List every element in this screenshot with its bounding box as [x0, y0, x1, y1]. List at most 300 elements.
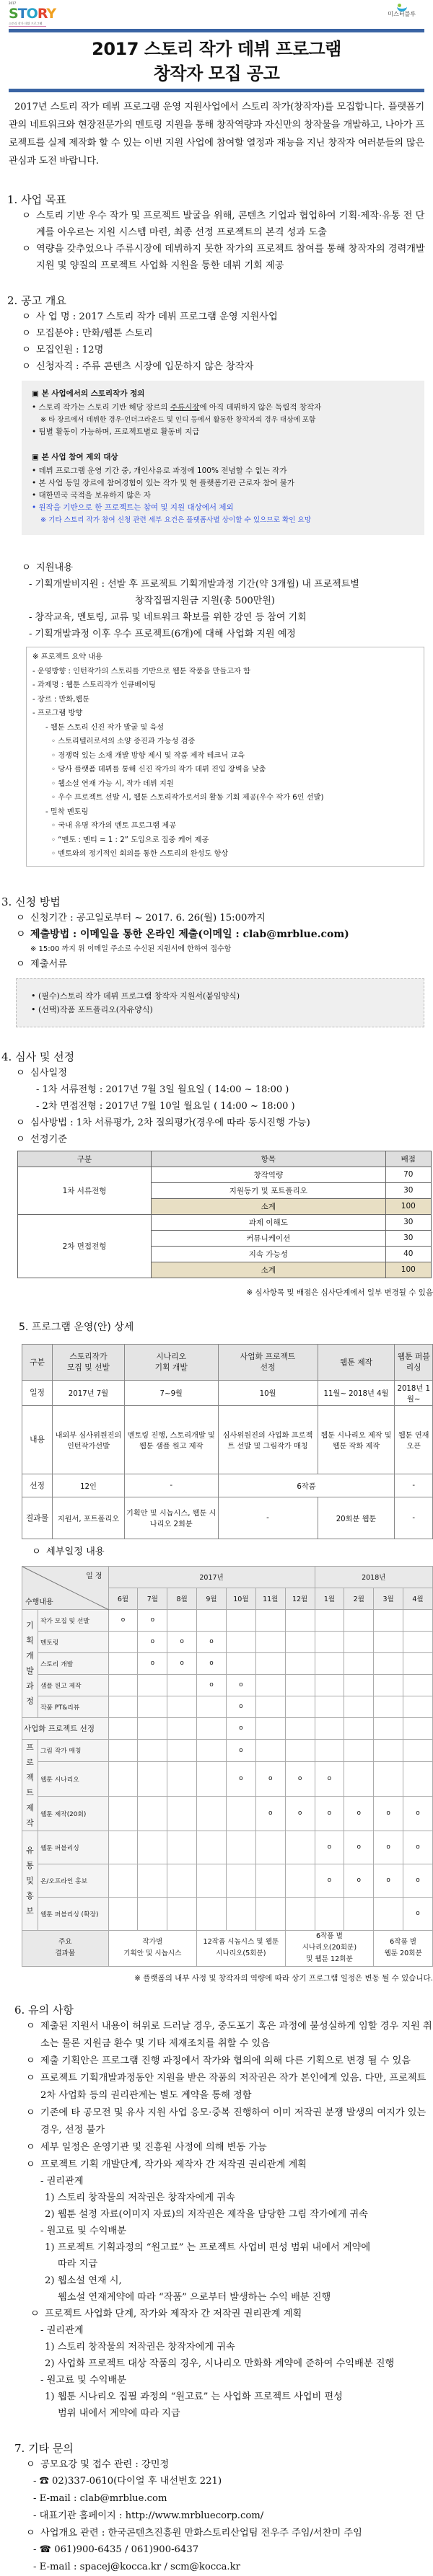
- schedule-cell: [344, 1717, 374, 1739]
- schedule-cell: [138, 1796, 167, 1831]
- schedule-cell: [374, 1696, 403, 1717]
- row-header: 일정: [22, 1380, 53, 1405]
- row-header: 내용: [22, 1405, 53, 1474]
- section-5-title: 5. 프로그램 운영(안) 상세: [19, 1321, 134, 1333]
- criteria-row: [18, 1167, 432, 1182]
- criteria-group: 1차 서류전형: [18, 1167, 152, 1214]
- schedule-cell: [255, 1864, 285, 1897]
- program-table: [22, 1344, 433, 1539]
- support-line: - 기획개발비지원 : 선발 후 프로젝트 기획개발과정 기간(약 3개월) 내 프로젝트별: [29, 579, 359, 590]
- outcome-row: [22, 1930, 433, 1966]
- schedule-cell: [374, 1609, 403, 1631]
- table-cell: 10월: [218, 1380, 318, 1405]
- schedule-cell: [344, 1696, 374, 1717]
- table-cell: -: [395, 1474, 433, 1497]
- schedule-cell: o: [167, 1631, 197, 1652]
- table-cell: 12인: [53, 1474, 125, 1497]
- outcome-cell: 작가별 기획안 및 시놉시스: [108, 1930, 197, 1966]
- schedule-cell: [226, 1652, 255, 1674]
- schedule-cell: [197, 1761, 227, 1796]
- schedule-cell: [403, 1761, 433, 1796]
- schedule-cell: [285, 1652, 315, 1674]
- schedule-cell: [315, 1739, 344, 1761]
- schedule-cell: o: [403, 1831, 433, 1864]
- schedule-cell: [344, 1739, 374, 1761]
- schedule-cell: [255, 1674, 285, 1696]
- schedule-cell: o: [108, 1609, 138, 1631]
- summary-line: ◦ 웹소설 연재 가능 시, 작가 데뷔 지원: [51, 779, 174, 788]
- month-header: 11월: [255, 1588, 285, 1609]
- schedule-cell: [285, 1864, 315, 1897]
- schedule-cell: [226, 1897, 255, 1930]
- rights-line: 1) 스토리 창작물의 저작권은 창작자에게 귀속: [45, 2341, 235, 2353]
- goal-item: ㅇ 스토리 기반 우수 작가 및 프로젝트 발굴을 위해, 콘텐츠 기업과 협업하여 기획·제작·유통 전 단계를 아우르는 지원 시스템 마련, 최종 선정 프로젝트의 본격 성과 도출: [22, 211, 425, 238]
- outcome-cell: 6작품 별 웹툰 20회분: [374, 1930, 433, 1966]
- schedule-cell: [403, 1609, 433, 1631]
- summary-line: ◦ 당사 플랫폼 데뷔를 통해 신진 작가의 작가 데뷔 진입 장벽을 낮춤: [51, 766, 266, 774]
- schedule-cell: [344, 1761, 374, 1796]
- corner-top-label: 일 정: [86, 1572, 102, 1580]
- criteria-item: 창작역량: [152, 1167, 386, 1182]
- overview-item: ㅇ 신청자격 : 주류 콘텐츠 시장에 입문하지 않은 창작자: [22, 361, 254, 372]
- schedule-cell: o: [374, 1831, 403, 1864]
- table-cell: 20회분 웹툰: [318, 1497, 395, 1539]
- schedule-cell: [315, 1696, 344, 1717]
- schedule-cell: [315, 1897, 344, 1930]
- definition-note: ※ 타 장르에서 데뷔한 경우·언더그라운드 및 인디 등에서 활동한 창작자의 경우 대상에 포함: [40, 416, 316, 424]
- schedule-cell: o: [403, 1864, 433, 1897]
- caution-list: [0, 2018, 433, 2156]
- table-cell: 심사위원진의 사업화 프로젝트 선발 및 그림작가 매칭: [218, 1405, 318, 1474]
- apply-method-note: ※ 15:00 까지 위 이메일 주소로 수신된 지원서에 한하여 접수함: [30, 944, 232, 953]
- schedule-cell: [374, 1761, 403, 1796]
- column-header: 웹툰 제작: [318, 1344, 395, 1380]
- criteria-note: ※ 심사항목 및 배점은 심사단계에서 일부 변경될 수 있음: [246, 1288, 433, 1297]
- rights-line: 2) 사업화 프로젝트 대상 작품의 경우, 시나리오 만화화 계약에 준하여 수익배분 진행: [45, 2358, 395, 2369]
- section-2-title: 2. 공고 개요: [7, 294, 66, 307]
- schedule-cell: [315, 1717, 344, 1739]
- schedule-cell: [167, 1864, 197, 1897]
- month-header: 3월: [374, 1588, 403, 1609]
- schedule-cell: o: [197, 1652, 227, 1674]
- criteria-score: 30: [385, 1214, 431, 1230]
- exclusion-line: • 대한민국 국적을 보유하지 않은 자: [32, 491, 151, 500]
- schedule-cell: o: [167, 1652, 197, 1674]
- table-cell: 6작품: [218, 1474, 395, 1497]
- mrblue-name: 미스터블루: [388, 11, 416, 17]
- program-row-schedule: [22, 1380, 433, 1405]
- schedule-cell: [285, 1631, 315, 1652]
- contact-1-phone: - ☎ 02)337-0610(다이얼 후 내선번호 221): [33, 2475, 222, 2487]
- schedule-cell: [285, 1739, 315, 1761]
- rights-line: - 권리관계: [40, 2324, 84, 2336]
- month-header: 12월: [285, 1588, 315, 1609]
- review-round-2: - 2차 면접전형 : 2017년 7월 10일 월요일 ( 14:00 ~ 18:00 ): [36, 1100, 295, 1112]
- schedule-cell: [374, 1631, 403, 1652]
- caution-text: 기존에 타 공모전 및 유사 지원 사업 응모·중복 진행하여 이미 저작권 분쟁 발생의 여지가 있는 경우, 선정 불가: [40, 2107, 427, 2135]
- schedule-cell: [344, 1652, 374, 1674]
- month-header: 7월: [138, 1588, 167, 1609]
- schedule-cell: [167, 1796, 197, 1831]
- schedule-cell: [167, 1739, 197, 1761]
- caution-item: [0, 2053, 433, 2070]
- mrblue-mark-icon: [395, 3, 408, 10]
- caution-item: [0, 2018, 433, 2053]
- title-line-1: 2017 스토리 작가 데뷔 프로그램: [92, 39, 341, 59]
- schedule-cell: [403, 1674, 433, 1696]
- schedule-cell: [285, 1831, 315, 1864]
- schedule-row: [22, 1609, 433, 1631]
- criteria-header-row: [18, 1151, 432, 1167]
- schedule-row: [22, 1796, 433, 1831]
- schedule-cell: [226, 1796, 255, 1831]
- schedule-cell: [197, 1796, 227, 1831]
- month-header: 2월: [344, 1588, 374, 1609]
- schedule-cell: [138, 1761, 167, 1796]
- caution-text: 제출된 지원서 내용이 허위로 드러날 경우, 중도포기 혹은 과정에 불성실하게 임할 경우 지원 취소는 물론 지원금 환수 및 기타 제재조치를 취할 수 있음: [40, 2020, 432, 2049]
- review-method: ㅇ 심사방법 : 1차 서류평가, 2차 질의평가(경우에 따라 동시진행 가능): [16, 1117, 310, 1128]
- schedule-row: [22, 1631, 433, 1652]
- rights-line: 2) 웹소설 연재 시,: [45, 2275, 122, 2286]
- summary-line: ◦ 우수 프로젝트 선발 시, 웹툰 스토리작가로서의 활동 기회 제공(우수 작가 6인 선발): [51, 794, 324, 802]
- schedule-cell: [403, 1739, 433, 1761]
- table-cell: 11월~ 2018년 4월: [318, 1380, 395, 1405]
- rights-biz-heading: ㅇ 프로젝트 사업화 단계, 작가와 제작자 간 저작권 권리관계 계획: [30, 2308, 302, 2319]
- logo-year: 2017: [9, 1, 17, 5]
- year-header: 2017년: [108, 1566, 315, 1588]
- criteria-item: 과제 이해도: [152, 1214, 386, 1230]
- schedule-cell: [374, 1897, 403, 1930]
- schedule-cell: [255, 1696, 285, 1717]
- schedule-cell: [197, 1717, 227, 1739]
- exclusion-note: ※ 기타 스토리 작가 참여 신청 관련 세부 요건은 플랫폼사별 상이할 수 있으므로 확인 요망: [40, 516, 312, 524]
- schedule-cell: [197, 1831, 227, 1864]
- schedule-cell: [138, 1739, 167, 1761]
- schedule-cell: [255, 1739, 285, 1761]
- summary-line: ◦ 멘토와의 정기적인 회의를 통한 스토리의 완성도 향상: [51, 850, 229, 858]
- schedule-cell: [374, 1717, 403, 1739]
- schedule-cell: [167, 1831, 197, 1864]
- schedule-cell: [138, 1831, 167, 1864]
- contact-2-heading: ㅇ 사업개요 관련 : 한국콘텐츠진흥원 만화스토리산업팀 전우주 주임/서찬미 주임: [26, 2527, 362, 2539]
- task-label: 온/오프라인 홍보: [38, 1864, 108, 1897]
- schedule-cell: o: [255, 1796, 285, 1831]
- definition-line: • 스토리 작가는 스토리 기반 해당 장르의 주류시장에 아직 데뷔하지 않은 독립적 창작자: [32, 403, 322, 412]
- section-6-title: 6. 유의 사항: [14, 2003, 74, 2017]
- apply-docs-heading: ㅇ 제출서류: [16, 958, 67, 970]
- criteria-score: 30: [385, 1182, 431, 1198]
- outcome-cell: 12작품 시놉시스 및 웹툰 시나리오(5회분): [197, 1930, 286, 1966]
- review-round-1: - 1차 서류전형 : 2017년 7월 3일 월요일 ( 14:00 ~ 18:00 ): [36, 1084, 289, 1095]
- support-line: - 창작교육, 멘토링, 교류 및 네트워크 확보를 위한 강연 등 참여 기회: [29, 612, 307, 623]
- schedule-cell: [226, 1831, 255, 1864]
- schedule-cell: [108, 1897, 138, 1930]
- program-header-row: [22, 1344, 433, 1380]
- month-header: 10월: [226, 1588, 255, 1609]
- subtotal-value: 100: [385, 1262, 431, 1278]
- schedule-row: [22, 1696, 433, 1717]
- rights-line: - 원고료 및 수익배분: [40, 2225, 126, 2236]
- caution-item: [0, 2139, 433, 2156]
- category-label: 프 로 젝 트 제 작: [22, 1739, 38, 1831]
- month-header: 1월: [315, 1588, 344, 1609]
- summary-line: - 웹툰 스토리 신진 작가 발굴 및 육성: [45, 723, 165, 732]
- schedule-cell: [255, 1897, 285, 1930]
- goal-item: ㅇ 역량을 갖추었으나 주류시장에 데뷔하지 못한 작가의 프로젝트 참여를 통해 창작자의 경력개발지원 및 양질의 프로젝트 사업화 지원을 통한 데뷔 기회 제공: [22, 244, 425, 271]
- section-4-title: 4. 심사 및 선정: [1, 1050, 75, 1063]
- schedule-cell: [374, 1739, 403, 1761]
- table-cell: 7~9월: [124, 1380, 218, 1405]
- task-label: 스토리 개발: [38, 1652, 108, 1674]
- month-header: 4월: [403, 1588, 433, 1609]
- schedule-note: ※ 플랫폼의 내부 사정 및 창작자의 역량에 따라 상기 프로그램 일정은 변동 될 수 있습니다.: [134, 1973, 433, 1983]
- column-header: 구분: [22, 1344, 53, 1380]
- task-label: 작품 PT&리뷰: [38, 1696, 108, 1717]
- rights-line: 범위 내에서 계약에 따라 지급: [58, 2407, 180, 2419]
- doc-item: • (선택)작품 포트폴리오(자유양식): [31, 1004, 153, 1014]
- schedule-row: [22, 1717, 433, 1739]
- task-label: 샘플 원고 제작: [38, 1674, 108, 1696]
- month-header: 6월: [108, 1588, 138, 1609]
- exclusion-line: • 데뷔 프로그램 운영 기간 중, 개인사유로 과정에 100% 전념할 수 없는 작가: [32, 466, 287, 475]
- bullet-icon: ㅇ: [26, 2055, 35, 2066]
- schedule-cell: [108, 1761, 138, 1796]
- schedule-cell: [138, 1897, 167, 1930]
- subtotal-value: 100: [385, 1198, 431, 1214]
- schedule-cell: [197, 1897, 227, 1930]
- schedule-cell: o: [403, 1897, 433, 1930]
- schedule-cell: [167, 1761, 197, 1796]
- intro-paragraph: 2017년 스토리 작가 데뷔 프로그램 운영 지원사업에서 스토리 작가(창작자)를 모집합니다. 플랫폼기관의 네트워크와 현장전문가의 멘토링 지원을 통해 창작역량과 자신만의 창작물을 개발하고, 나아가 프로젝트를 실제 제작화 할 수 있는 이번 지원 사업에 참여할 열정과 재능을 지닌 창작자 여러분들의 많은 관심과 도전 바랍니다.: [9, 102, 424, 167]
- schedule-cell: o: [344, 1864, 374, 1897]
- task-label: 웹툰 제작(20회): [38, 1796, 108, 1831]
- schedule-cell: o: [344, 1796, 374, 1831]
- support-line: - 기획개발과정 이후 우수 프로젝트(6개)에 대해 사업화 지원 예정: [29, 629, 296, 639]
- schedule-cell: o: [226, 1696, 255, 1717]
- section-3-title: 3. 신청 방법: [1, 895, 61, 908]
- task-label: 작가 모집 및 선발: [38, 1609, 108, 1631]
- schedule-row: [22, 1652, 433, 1674]
- table-cell: 웹툰 연재 오픈: [395, 1405, 433, 1474]
- schedule-cell: [197, 1696, 227, 1717]
- rights-line: 따라 지급: [58, 2258, 98, 2270]
- table-cell: -: [395, 1497, 433, 1539]
- section-7-title: 7. 기타 문의: [14, 2441, 74, 2455]
- schedule-cell: o: [197, 1674, 227, 1696]
- task-label: 웹툰 퍼블리싱 (확장): [38, 1897, 108, 1930]
- criteria-score: 70: [385, 1167, 431, 1182]
- exclusion-box: [22, 441, 424, 535]
- schedule-cell: o: [255, 1761, 285, 1796]
- table-cell: -: [218, 1497, 318, 1539]
- schedule-cell: o: [315, 1864, 344, 1897]
- schedule-cell: o: [315, 1831, 344, 1864]
- schedule-cell: [285, 1696, 315, 1717]
- schedule-cell: o: [138, 1652, 167, 1674]
- exclusion-highlight: • 원작을 기반으로 한 프로젝트는 참여 및 지원 대상에서 제외: [32, 503, 234, 512]
- detail-schedule-table: [22, 1566, 433, 1967]
- apply-method: ㅇ 제출방법 : 이메일을 통한 온라인 제출(이메일 : clab@mrblue.com): [16, 928, 349, 940]
- corner-bottom-label: 수행내용: [25, 1598, 53, 1606]
- contact-1-heading: ㅇ 공모요강 및 접수 관련 : 강민정: [26, 2458, 170, 2470]
- support-heading: ㅇ 지원내용: [22, 562, 73, 573]
- doc-item: • (필수)스토리 작가 데뷔 프로그램 창작자 지원서(붙임양식): [31, 991, 240, 1001]
- story-logo: [9, 1, 56, 26]
- contact-2-email[interactable]: - E-mail : spacej@kocca.kr / scm@kocca.kr: [33, 2561, 240, 2572]
- caution-text: 프로젝트 기획개발과정동안 지원을 받은 작품의 저작권은 작가 본인에게 있음. 다만, 프로젝트 2차 사업화 등의 권리관계는 별도 계약을 통해 정함: [40, 2072, 427, 2101]
- schedule-cell: [108, 1739, 138, 1761]
- category-label: 유 통 및 홍 보: [22, 1831, 38, 1930]
- schedule-cell: o: [226, 1674, 255, 1696]
- bullet-icon: ㅇ: [26, 2107, 35, 2118]
- schedule-cell: o: [226, 1739, 255, 1761]
- criteria-score: 40: [385, 1246, 431, 1262]
- schedule-cell: [315, 1631, 344, 1652]
- schedule-cell: [255, 1631, 285, 1652]
- criteria-table: [17, 1151, 432, 1278]
- program-row-selection: [22, 1474, 433, 1497]
- schedule-cell: o: [315, 1796, 344, 1831]
- year-header: 2018년: [315, 1566, 432, 1588]
- exclusion-heading: ▣ 본 사업 참여 제외 대상: [32, 453, 118, 461]
- schedule-row: [22, 1831, 433, 1864]
- task-label: 멘토링: [38, 1631, 108, 1652]
- rights-biz-lines: [0, 2322, 433, 2422]
- apply-period: ㅇ 신청기간 : 공고일로부터 ~ 2017. 6. 26(월) 15:00까지: [16, 912, 266, 924]
- definition-heading: ▣ 본 사업에서의 스토리작가 정의: [32, 389, 145, 398]
- category-label: 기 획 개 발 과 정: [22, 1609, 38, 1717]
- column-header: 배점: [385, 1151, 431, 1167]
- column-header: 항목: [152, 1151, 386, 1167]
- month-header: 9월: [197, 1588, 227, 1609]
- schedule-cell: [255, 1831, 285, 1864]
- schedule-cell: [108, 1631, 138, 1652]
- rights-dev-heading: ㅇ 프로젝트 기획 개발단계, 작가와 제작자 간 저작권 권리관계 계획: [26, 2159, 307, 2170]
- schedule-cell: o: [226, 1717, 255, 1739]
- schedule-cell: [403, 1631, 433, 1652]
- schedule-cell: [403, 1652, 433, 1674]
- summary-line: - 프로그램 방향: [32, 709, 83, 717]
- support-line: 창작집필지원금 지원(총 500만원): [135, 596, 275, 606]
- schedule-cell: o: [315, 1761, 344, 1796]
- corner-header: [22, 1566, 109, 1609]
- mrblue-logo: [388, 3, 416, 18]
- summary-line: ◦ 스토리텔러로서의 소양 증진과 가능성 검증: [51, 738, 196, 745]
- schedule-cell: [344, 1631, 374, 1652]
- story-wordmark: STORY: [9, 6, 56, 22]
- criteria-item: 지속 가능성: [152, 1246, 386, 1262]
- column-header: 웹툰 퍼블리싱: [395, 1344, 433, 1380]
- criteria-row: [18, 1214, 432, 1230]
- schedule-cell: [315, 1609, 344, 1631]
- logo-subtitle: 스토리 작가 데뷔 프로그램: [9, 22, 46, 27]
- overview-item: ㅇ 사 업 명 : 2017 스토리 작가 데뷔 프로그램 운영 지원사업: [22, 311, 278, 322]
- schedule-row: [22, 1897, 433, 1930]
- schedule-cell: [255, 1717, 285, 1739]
- schedule-cell: [108, 1831, 138, 1864]
- schedule-cell: o: [197, 1631, 227, 1652]
- schedule-cell: o: [226, 1761, 255, 1796]
- task-label: 그림 작가 매칭: [38, 1739, 108, 1761]
- column-header: 시나리오 기획 개발: [124, 1344, 218, 1380]
- title-line-2: 창작자 모집 공고: [153, 63, 280, 84]
- schedule-cell: [138, 1864, 167, 1897]
- year-row: [22, 1566, 433, 1588]
- table-cell: 2018년 1월~: [395, 1380, 433, 1405]
- schedule-cell: o: [138, 1631, 167, 1652]
- schedule-cell: [344, 1674, 374, 1696]
- rights-line: 2) 웹툰 설정 자료(이미지 자료)의 저작권은 제작을 담당한 그림 작가에게 귀속: [45, 2208, 368, 2220]
- bullet-icon: ㅇ: [26, 2141, 35, 2153]
- criteria-group: 2차 면접전형: [18, 1214, 152, 1278]
- summary-line: ◦ “멘토 : 멘티 = 1 : 2” 도입으로 집중 케어 제공: [51, 836, 209, 844]
- rights-dev-lines: [0, 2173, 433, 2306]
- schedule-cell: [167, 1717, 197, 1739]
- section-1-title: 1. 사업 목표: [7, 193, 66, 206]
- summary-line: ※ 프로젝트 요약 내용: [32, 653, 102, 661]
- header: [0, 0, 433, 29]
- contact-1-email[interactable]: - E-mail : clab@mrblue.com: [33, 2492, 167, 2504]
- schedule-row: [22, 1739, 433, 1761]
- rights-line: 웹소설 연재계약에 따라 “작품” 으로부터 발생하는 수익 배분 진행: [58, 2291, 331, 2303]
- schedule-cell: [108, 1696, 138, 1717]
- summary-line: - 운영방향 : 인턴작가의 스토리를 기반으로 웹툰 작품을 만들고자 함: [32, 667, 250, 676]
- outcome-label: 주요 결과물: [22, 1930, 109, 1966]
- month-header: 8월: [167, 1588, 197, 1609]
- summary-line: - 과제명 : 웹툰 스토리작가 인큐베이팅: [32, 681, 156, 689]
- overview-item: ㅇ 모집인원 : 12명: [22, 345, 104, 355]
- column-header: 사업화 프로젝트 선정: [218, 1344, 318, 1380]
- caution-text: 세부 일정은 운영기관 및 진흥원 사정에 의해 변동 가능: [40, 2141, 267, 2153]
- schedule-cell: [285, 1897, 315, 1930]
- schedule-cell: [167, 1609, 197, 1631]
- schedule-cell: [285, 1609, 315, 1631]
- schedule-cell: [167, 1897, 197, 1930]
- schedule-cell: [226, 1864, 255, 1897]
- criteria-heading: ㅇ 선정기준: [16, 1133, 67, 1145]
- summary-line: ◦ 국내 유명 작가의 멘토 프로그램 제공: [51, 822, 177, 830]
- table-cell: 지원서, 포트폴리오: [53, 1497, 125, 1539]
- schedule-cell: [315, 1674, 344, 1696]
- subtotal-label: 소계: [152, 1198, 386, 1214]
- schedule-cell: [138, 1674, 167, 1696]
- schedule-cell: [255, 1652, 285, 1674]
- caution-text: 제출 기획안은 프로그램 진행 과정에서 작가와 협의에 의해 다른 기획으로 변경 될 수 있음: [40, 2055, 411, 2066]
- table-cell: 2017년 7월: [53, 1380, 125, 1405]
- schedule-cell: [226, 1609, 255, 1631]
- column-header: 스토리작가 모집 및 선발: [53, 1344, 125, 1380]
- summary-line: ◦ 경쟁력 있는 소재 개발 방향 제시 및 작품 제작 테크닉 교육: [51, 751, 245, 760]
- schedule-cell: o: [138, 1609, 167, 1631]
- contact-1-homepage-link[interactable]: - 대표기관 홈페이지 : http://www.mrbluecorp.com/: [33, 2510, 264, 2521]
- subtotal-label: 소계: [152, 1262, 386, 1278]
- schedule-cell: [285, 1717, 315, 1739]
- schedule-cell: o: [344, 1831, 374, 1864]
- schedule-cell: [226, 1631, 255, 1652]
- task-label: 웹툰 퍼블리싱: [38, 1831, 108, 1864]
- caution-item: [0, 2070, 433, 2104]
- schedule-cell: [197, 1864, 227, 1897]
- program-row-result: [22, 1497, 433, 1539]
- schedule-cell: [138, 1717, 167, 1739]
- schedule-cell: [403, 1696, 433, 1717]
- summary-line: - 장르 : 만화,웹툰: [32, 695, 90, 704]
- review-schedule-heading: ㅇ 심사일정: [16, 1067, 67, 1079]
- row-header: 결과물: [22, 1497, 53, 1539]
- rights-line: 1) 웹툰 시나리오 집필 과정의 “원고료” 는 사업화 프로젝트 사업비 편성: [45, 2391, 343, 2402]
- table-cell: 웹툰 시나리오 제작 및 웹툰 작화 제작: [318, 1405, 395, 1474]
- exclusion-line: • 본 사업 동일 장르에 참여경험이 있는 작가 및 현 플랫폼기관 근로자 참여 불가: [32, 479, 295, 487]
